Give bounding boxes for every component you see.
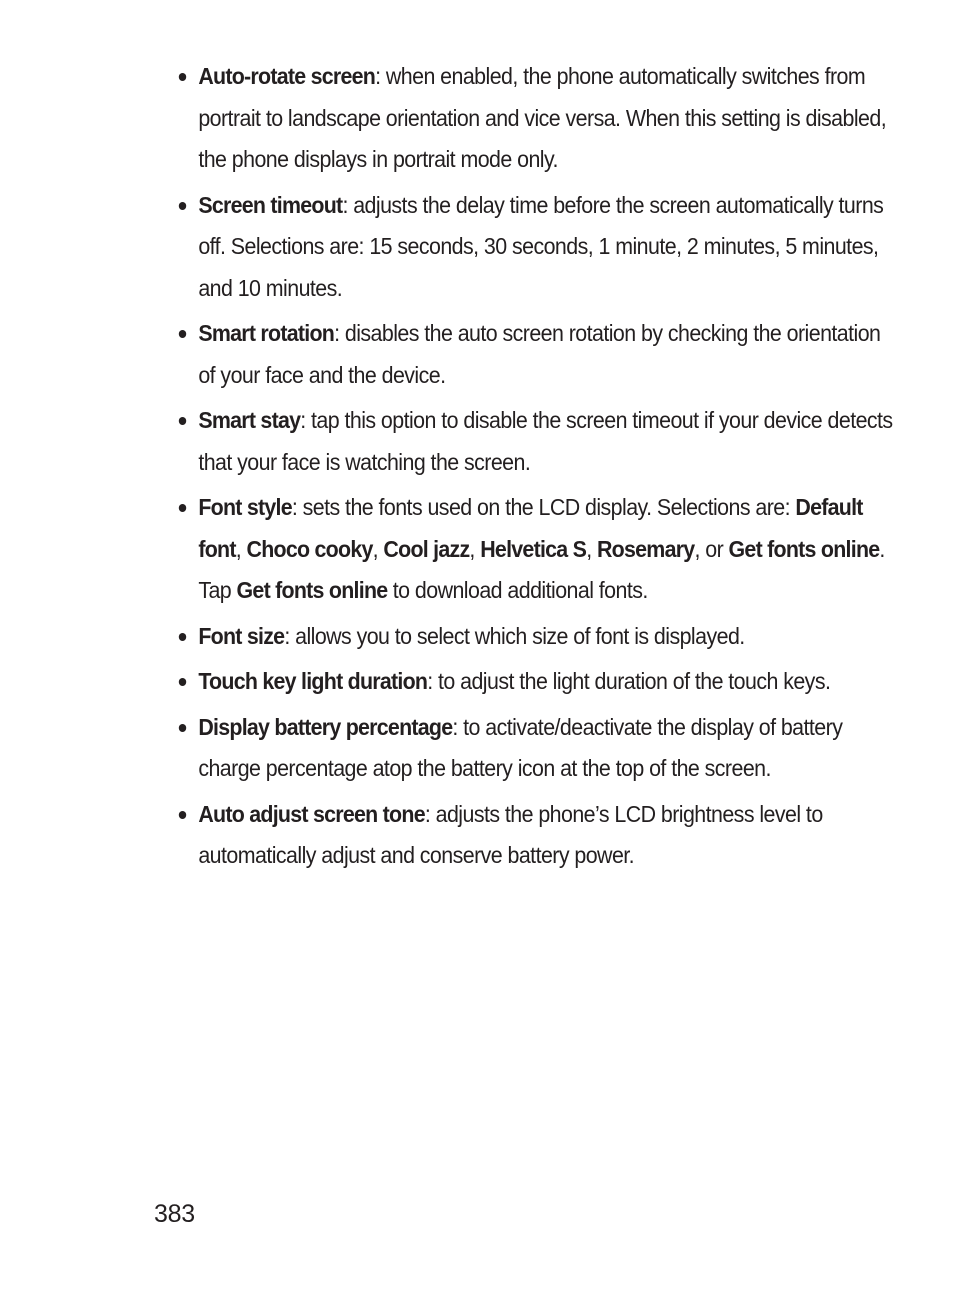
separator: , xyxy=(235,535,247,562)
desc-font-style: : sets the fonts used on the LCD display. Selections are: xyxy=(291,494,796,520)
tap-target-get-fonts-online: Get fonts online xyxy=(236,577,388,603)
term-auto-adjust-screen-tone: Auto adjust screen tone xyxy=(198,800,425,827)
desc-touch-key-light-duration: : to adjust the light duration of the touch keys. xyxy=(427,668,831,694)
option-default-font: Default font xyxy=(198,494,863,562)
separator: , xyxy=(372,535,384,562)
term-touch-key-light-duration: Touch key light duration xyxy=(198,668,428,694)
font-style-tail: to download additional fonts. xyxy=(387,577,648,603)
settings-bullet-list xyxy=(176,56,893,877)
desc-auto-rotate-screen: : when enabled, the phone automatically switches from portrait to landscape orientation and vice versa. When this setting is disabled, the phone displays in portrait mode only. xyxy=(198,63,887,172)
list-item-screen-timeout xyxy=(176,185,898,310)
separator-or: , or xyxy=(694,535,729,562)
desc-font-size: : allows you to select which size of font is displayed. xyxy=(284,622,745,649)
term-display-battery-percentage: Display battery percentage xyxy=(198,713,453,740)
desc-smart-stay: : tap this option to disable the screen timeout if your device detects that your face is watching the screen. xyxy=(198,407,893,475)
term-auto-rotate-screen: Auto-rotate screen xyxy=(198,63,376,89)
list-item-font-size xyxy=(176,616,898,658)
option-helvetica-s: Helvetica S xyxy=(480,535,587,562)
page-content xyxy=(176,56,893,881)
term-smart-rotation: Smart rotation xyxy=(198,320,335,346)
option-get-fonts-online: Get fonts online xyxy=(728,535,880,562)
term-smart-stay: Smart stay xyxy=(198,407,301,433)
list-item-touch-key-light-duration xyxy=(176,661,898,703)
list-item-display-battery-percentage xyxy=(176,707,898,790)
list-item-auto-rotate-screen xyxy=(176,56,898,181)
desc-smart-rotation: : disables the auto screen rotation by checking the orientation of your face and the device. xyxy=(198,320,881,388)
option-cool-jazz: Cool jazz xyxy=(383,535,470,562)
desc-display-battery-percentage: : to activate/deactivate the display of battery charge percentage atop the battery icon at the top of the screen. xyxy=(198,713,843,781)
option-choco-cooky: Choco cooky xyxy=(246,535,373,562)
list-item-smart-rotation xyxy=(176,313,898,396)
list-item-smart-stay xyxy=(176,400,898,483)
list-item-auto-adjust-screen-tone xyxy=(176,794,898,877)
option-rosemary: Rosemary xyxy=(596,535,695,562)
desc-screen-timeout: : adjusts the delay time before the screen automatically turns off. Selections are: 15 seconds, 30 seconds, 1 minute, 2 minutes, 5 minutes, and 10 minutes. xyxy=(198,191,884,301)
term-screen-timeout: Screen timeout xyxy=(198,191,343,218)
list-item-font-style xyxy=(176,487,898,612)
term-font-style: Font style xyxy=(198,494,292,520)
page-number: 383 xyxy=(154,1200,195,1228)
desc-auto-adjust-screen-tone: : adjusts the phone’s LCD brightness level to automatically adjust and conserve battery power. xyxy=(198,800,823,868)
separator: , xyxy=(586,535,597,562)
separator: , xyxy=(469,535,481,562)
tap-text: . Tap xyxy=(198,535,885,603)
term-font-size: Font size xyxy=(198,622,285,649)
